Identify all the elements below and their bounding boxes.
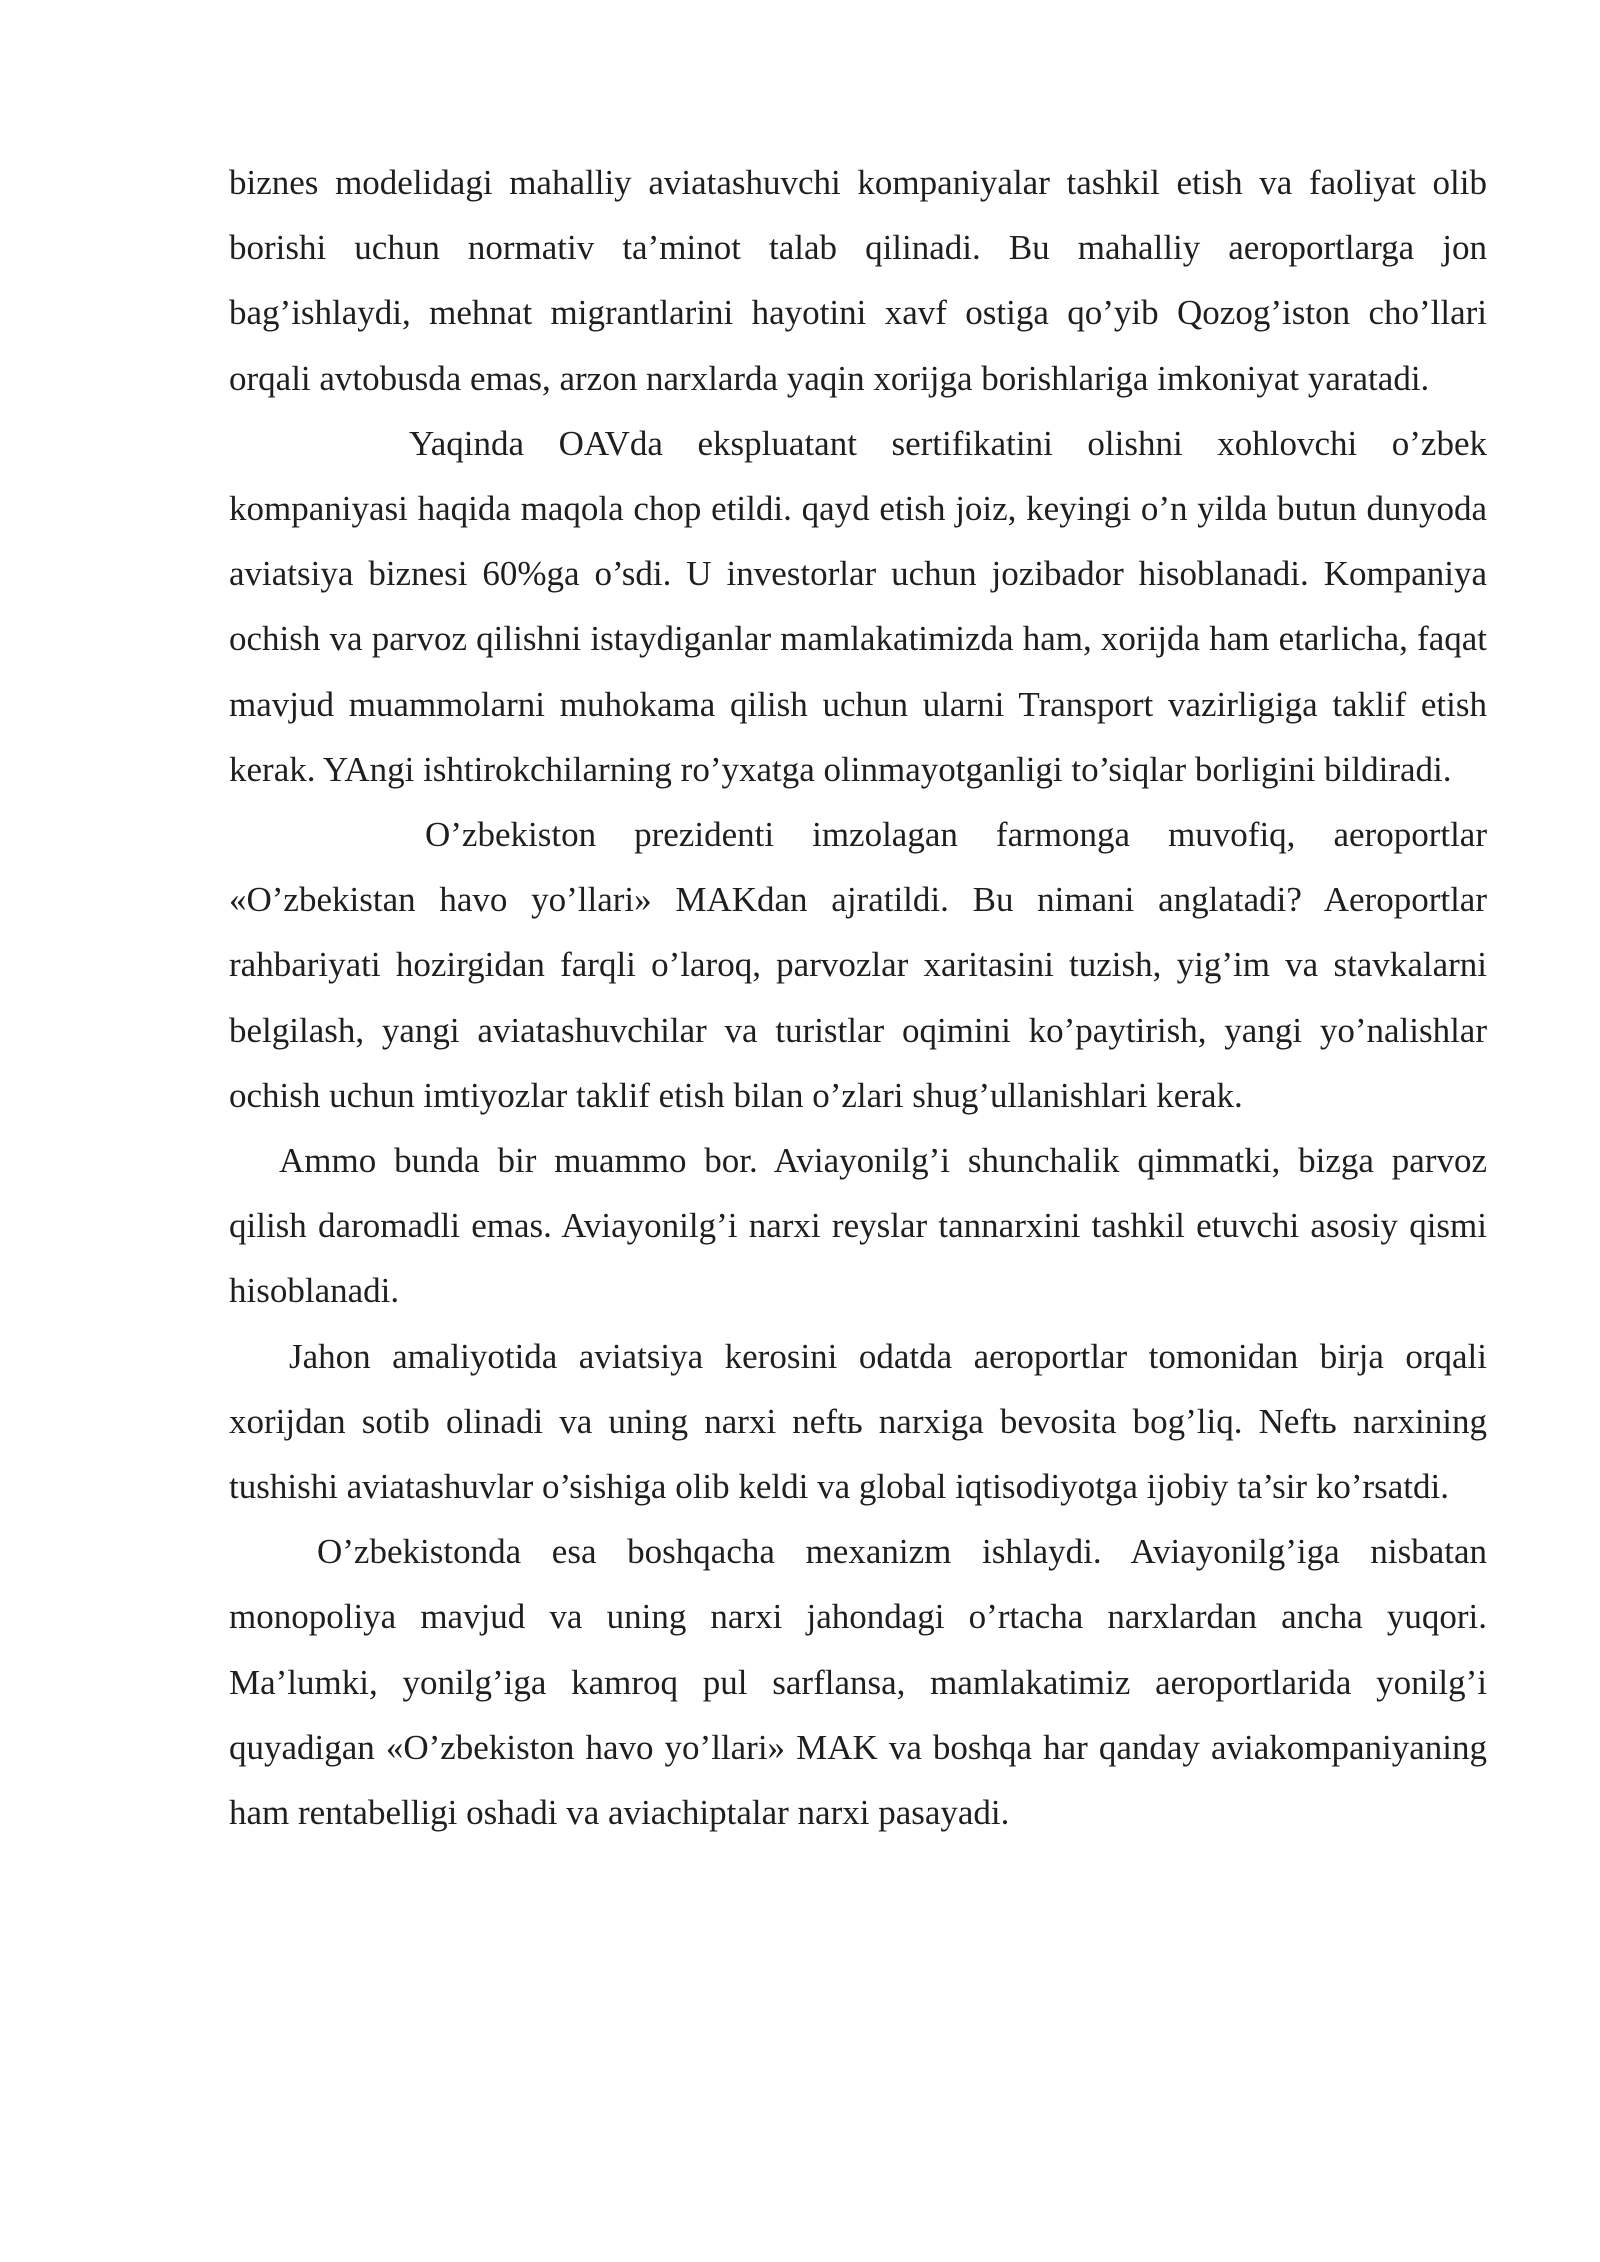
paragraph-6: O’zbekistonda esa boshqacha mexanizm ishlaydi. Aviayonilg’iga nisbatan monopoliya mavjud va uning narxi jahondagi o’rtacha narxlardan ancha yuqori. Ma’lumki, yonilg’iga kamroq pul sarflansa, mamlakatimiz aeroportlarida yonilg’i quyadigan «O’zbekiston havo yo’llari» MAK va boshqa har qanday aviakompaniyaning ham rentabelligi oshadi va aviachiptalar narxi pasayadi. <box>229 1532 1487 1833</box>
paragraph-4: Ammo bunda bir muammo bor. Aviayonilg’i shunchalik qimmatki, bizga parvoz qilish daromadli emas. Aviayonilg’i narxi reyslar tannarxini tashkil etuvchi asosiy qismi hisoblanadi. <box>229 1141 1487 1311</box>
document-page <box>229 150 1487 1845</box>
paragraph-5: Jahon amaliyotida aviatsiya kerosini odatda aeroportlar tomonidan birja orqali xorijdan sotib olinadi va uning narxi neftь narxiga bevosita bog’liq. Neftь narxining tushishi aviatashuvlar o’sishiga olib keldi va global iqtisodiyotga ijobiy ta’sir ko’rsatdi. <box>229 1336 1487 1507</box>
paragraph-1: biznes modelidagi mahalliy aviatashuvchi kompaniyalar tashkil etish va faoliyat olib borishi uchun normativ ta’minot talab qilinadi. Bu mahalliy aeroportlarga jon bag’ishlaydi, mehnat migrantlarini hayotini xavf ostiga qo’yib Qozog’iston cho’llari orqali avtobusda emas, arzon narxlarda yaqin xorijga borishlariga imkoniyat yaratadi. <box>229 163 1487 398</box>
paragraph-2: Yaqinda OAVda ekspluatant sertifikatini olishni xohlovchi o’zbek kompaniyasi haqida maqola chop etildi. qayd etish joiz, keyingi o’n yilda butun dunyoda aviatsiya biznesi 60%ga o’sdi. U investorlar uchun jozibador hisoblanadi. Kompaniya ochish va parvoz qilishni istaydiganlar mamlakatimizda ham, xorijda ham etarlicha, faqat mavjud muammolarni muhokama qilish uchun ularni Transport vazirligiga taklif etish kerak. YAngi ishtirokchilarning ro’yxatga olinmayotganligi to’siqlar borligini bildiradi. <box>229 423 1487 789</box>
paragraph-3: O’zbekiston prezidenti imzolagan farmonga muvofiq, aeroportlar «O’zbekistan havo yo’llari» MAKdan ajratildi. Bu nimani anglatadi? Aeroportlar rahbariyati hozirgidan farqli o’laroq, parvozlar xaritasini tuzish, yig’im va stavkalarni belgilash, yangi aviatashuvchilar va turistlar oqimini ko’paytirish, yangi yo’nalishlar ochish uchun imtiyozlar taklif etish bilan o’zlari shug’ullanishlari kerak. <box>229 815 1487 1115</box>
